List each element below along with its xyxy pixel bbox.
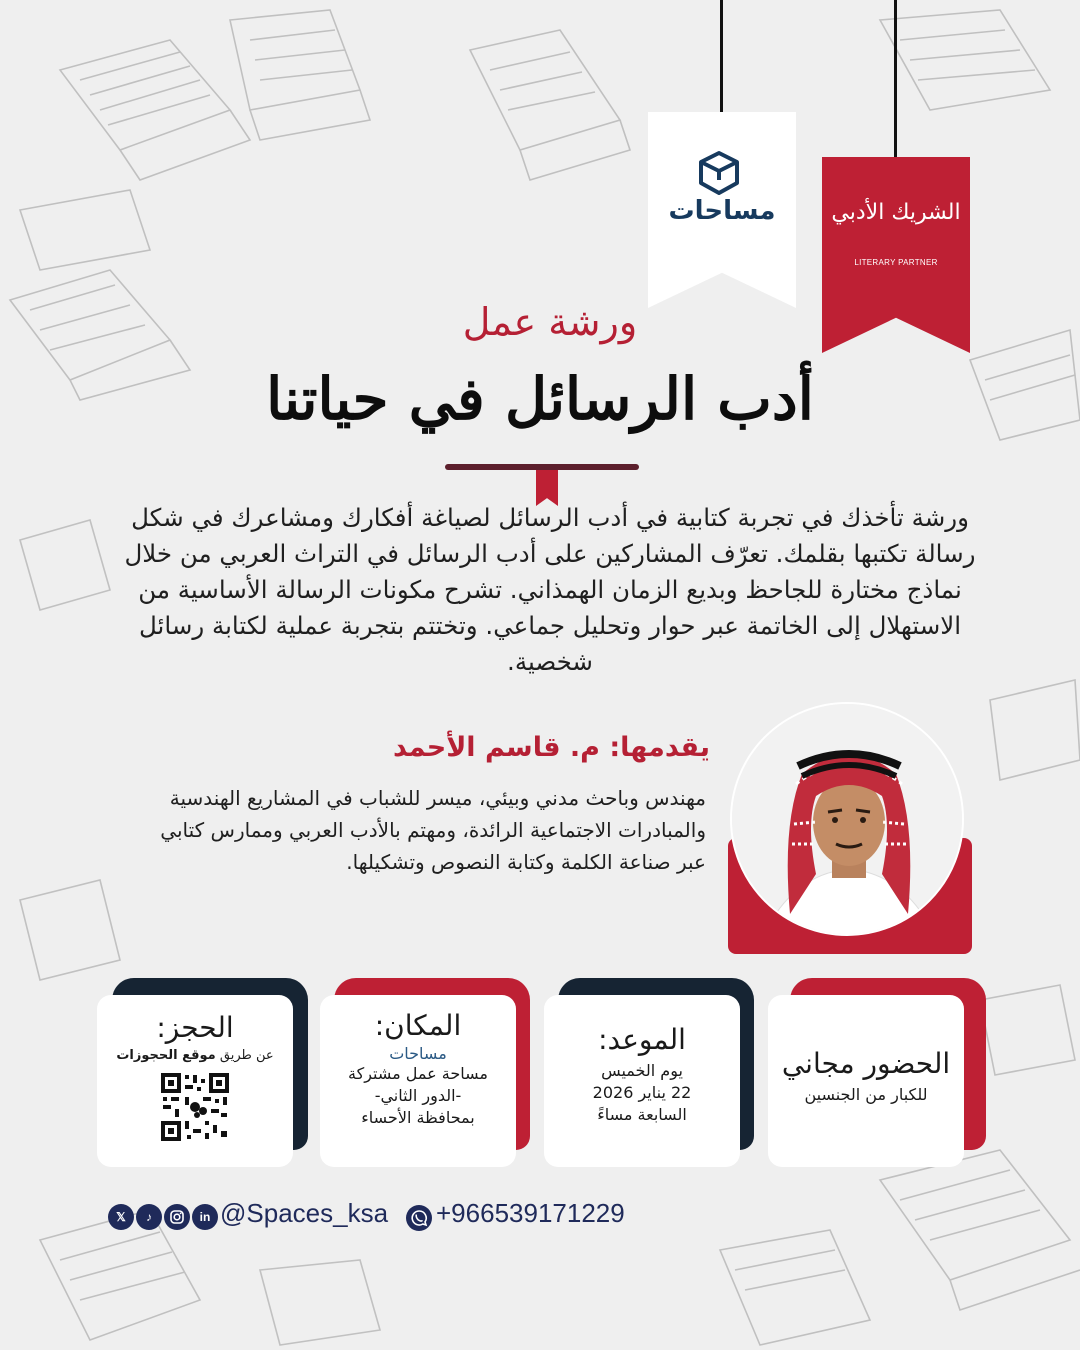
x-icon[interactable]: 𝕏 [108, 1204, 134, 1230]
page-title: أدب الرسائل في حياتنا [266, 365, 814, 433]
masahat-logo-text: مساحات [668, 196, 776, 226]
location-card [320, 995, 516, 1167]
social-icons [108, 1204, 218, 1230]
instagram-icon[interactable] [164, 1204, 190, 1230]
literary-partner-label-en: LITERARY PARTNER [854, 258, 938, 267]
cube-logo-icon [697, 150, 741, 196]
workshop-label: ورشة عمل [462, 300, 638, 344]
phone-number[interactable]: +966539171229 [436, 1198, 625, 1228]
qr-code-icon[interactable] [159, 1071, 231, 1143]
booking-card [97, 995, 293, 1167]
literary-partner-label: الشريك الأدبي [831, 200, 961, 225]
linkedin-icon[interactable]: in [192, 1204, 218, 1230]
whatsapp-icon[interactable] [406, 1205, 432, 1231]
presenter-photo [730, 702, 964, 936]
date-day: يوم الخميس [601, 1061, 683, 1080]
booking-heading: الحجز: [156, 1011, 234, 1044]
tiktok-icon[interactable]: ♪ [136, 1204, 162, 1230]
presenter-bio: مهندس وباحث مدني وبيئي، ميسر للشباب في المشاريع الهندسية والمبادرات الاجتماعية الرائدة، ومهتم بالأدب العربي وممارس كتابي عبر صناعة الكلمة وكتابة النصوص وتشكيلها. [160, 786, 706, 874]
location-line1: مساحة عمل مشتركة [348, 1064, 488, 1083]
date-value: 22 يناير 2026 [592, 1083, 692, 1102]
date-heading: الموعد: [598, 1023, 686, 1056]
hanging-string-right [894, 0, 897, 159]
social-handle[interactable]: @Spaces_ksa [220, 1198, 389, 1228]
booking-prefix: عن طريق [219, 1048, 274, 1063]
date-card [544, 995, 740, 1167]
presenter-name: يقدمها: م. قاسم الأحمد [393, 732, 710, 763]
booking-site: موقع الحجوزات [116, 1048, 216, 1063]
title-underline [445, 464, 639, 470]
date-time: السابعة مساءً [597, 1105, 687, 1124]
location-heading: المكان: [374, 1009, 462, 1042]
hanging-string-left [720, 0, 723, 114]
booking-method [97, 1048, 293, 1063]
location-line3: بمحافظة الأحساء [361, 1108, 475, 1127]
location-venue: مساحات [389, 1044, 447, 1063]
location-line2: -الدور الثاني- [374, 1086, 462, 1105]
presenter-avatar-icon [732, 704, 964, 936]
attendance-card [768, 995, 964, 1167]
workshop-description: ورشة تأخذك في تجربة كتابية في أدب الرسائل لصياغة أفكارك ومشاعرك في شكل رسالة تكتبها بقلمك. تعرّف المشاركين على أدب الرسائل في التراث العربي من خلال نماذج مختارة للجاحظ وبديع الزمان الهمذاني. تشرح مكونات الرسالة الأساسية من الاستهلال إلى الخاتمة عبر حوار وتحليل جماعي. وتختتم بتجربة عملية لكتابة رسائل شخصية. [124, 503, 976, 676]
attendance-audience: للكبار من الجنسين [804, 1085, 928, 1104]
attendance-heading: الحضور مجاني [781, 1047, 951, 1080]
